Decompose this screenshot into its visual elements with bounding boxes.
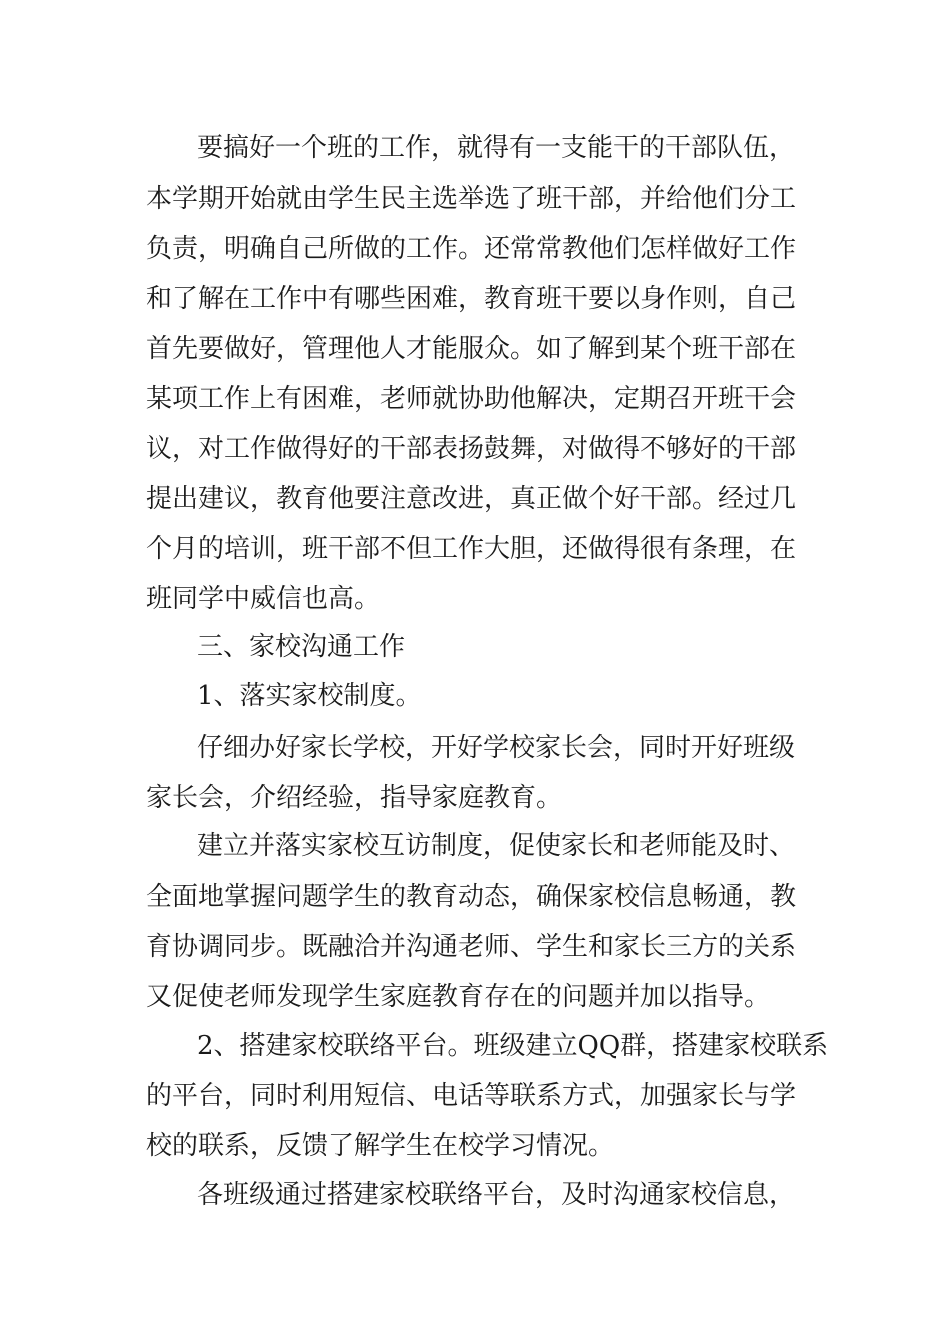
paragraph-line: 又促使老师发现学生家庭教育存在的问题并加以指导。	[146, 982, 771, 1012]
paragraph-line: 的平台，同时利用短信、电话等联系方式，加强家长与学	[146, 1081, 797, 1111]
paragraph-line: 负责，明确自己所做的工作。还常常教他们怎样做好工作	[146, 234, 797, 264]
paragraph-line: 和了解在工作中有哪些困难，教育班干要以身作则，自己	[146, 284, 797, 314]
paragraph-line: 某项工作上有困难，老师就协助他解决，定期召开班干会	[146, 384, 797, 414]
paragraph-line: 仔细办好家长学校，开好学校家长会，同时开好班级	[197, 733, 796, 763]
paragraph-line: 要搞好一个班的工作，就得有一支能干的干部队伍，	[197, 133, 796, 163]
paragraph-line: 育协调同步。既融洽并沟通老师、学生和家长三方的关系	[146, 932, 797, 962]
paragraph-line: 校的联系，反馈了解学生在校学习情况。	[146, 1131, 615, 1161]
paragraph-line: 提出建议，教育他要注意改进，真正做个好干部。经过几	[146, 484, 797, 514]
section-heading: 三、家校沟通工作	[197, 632, 406, 662]
paragraph-line: 家长会，介绍经验，指导家庭教育。	[146, 783, 563, 813]
paragraph-line: 个月的培训，班干部不但工作大胆，还做得很有条理，在	[146, 534, 797, 564]
paragraph-line: 建立并落实家校互访制度，促使家长和老师能及时、	[197, 831, 796, 861]
subsection-heading: 1、落实家校制度。	[197, 681, 422, 711]
subsection-heading: 2、搭建家校联络平台。班级建立QQ群，搭建家校联系	[197, 1031, 829, 1061]
paragraph-line: 各班级通过搭建家校联络平台，及时沟通家校信息，	[197, 1180, 796, 1210]
paragraph-line: 班同学中威信也高。	[146, 584, 381, 614]
paragraph-line: 首先要做好，管理他人才能服众。如了解到某个班干部在	[146, 334, 797, 364]
paragraph-line: 议，对工作做得好的干部表扬鼓舞，对做得不够好的干部	[146, 434, 797, 464]
paragraph-line: 全面地掌握问题学生的教育动态，确保家校信息畅通，教	[146, 882, 797, 912]
paragraph-line: 本学期开始就由学生民主选举选了班干部，并给他们分工	[146, 184, 797, 214]
